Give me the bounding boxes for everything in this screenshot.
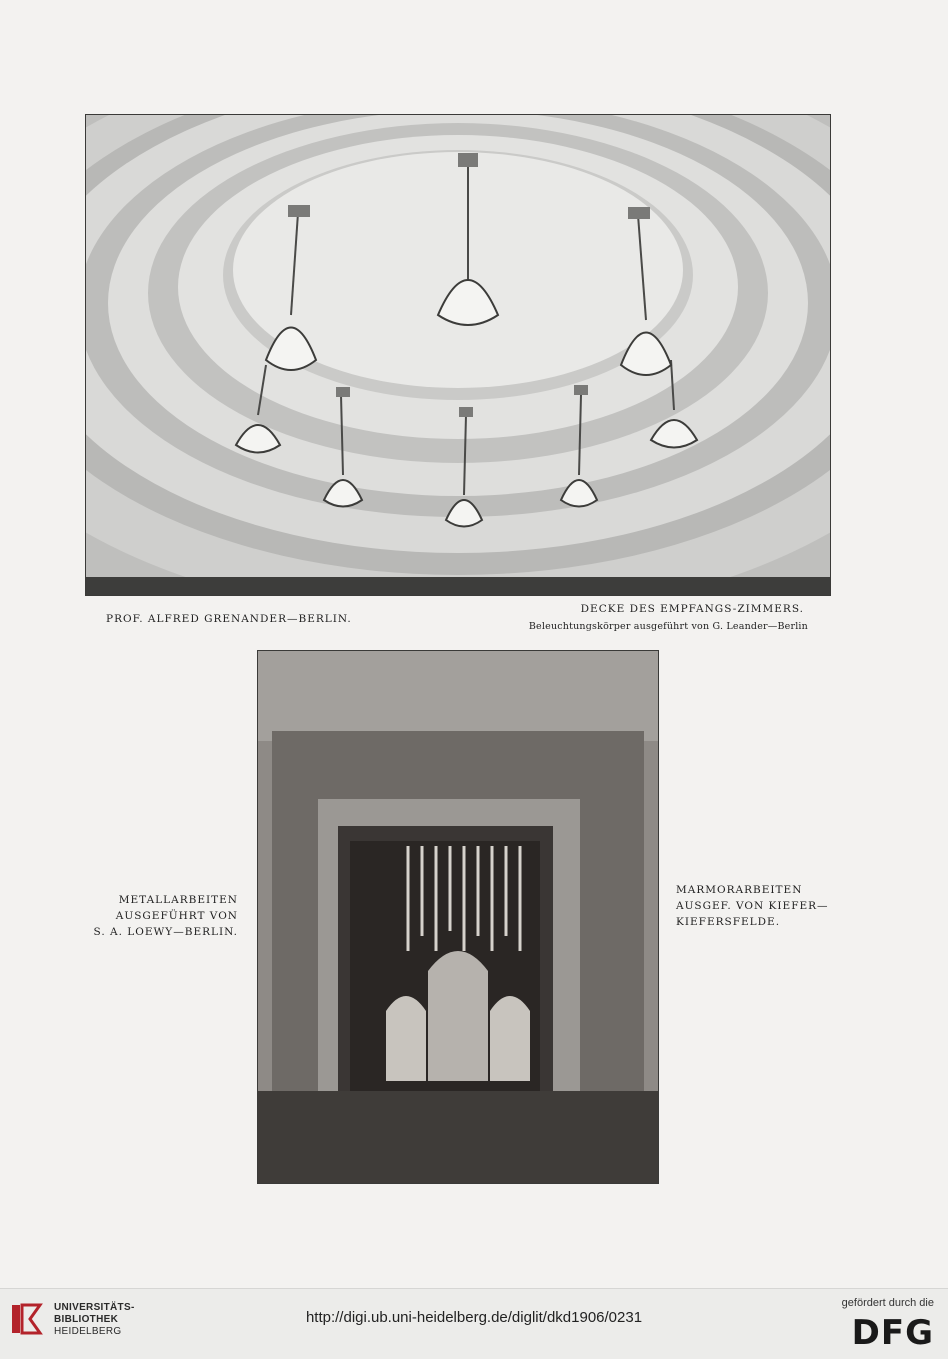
funding-label: gefördert durch die — [841, 1297, 934, 1309]
footer-bar — [0, 1288, 948, 1359]
marble-caption-line3: KIEFERSFELDE. — [676, 916, 781, 928]
ceiling-photo — [85, 114, 831, 596]
ceiling-caption-title: DECKE DES EMPFANGS-ZIMMERS. — [580, 603, 804, 615]
photographer-credit: PROF. ALFRED GRENANDER—BERLIN. — [106, 613, 352, 625]
fireplace-photo — [257, 650, 659, 1184]
fireplace-illustration — [258, 651, 658, 1183]
dfg-logo[interactable]: DFG — [851, 1313, 934, 1353]
library-line3: HEIDELBERG — [54, 1326, 122, 1337]
permalink-url[interactable]: http://digi.ub.uni-heidelberg.de/diglit/dkd1906/0231 — [305, 1309, 643, 1326]
metal-caption-line2: AUSGEFÜHRT VON — [115, 910, 238, 922]
metal-caption-line1: METALLARBEITEN — [118, 894, 238, 906]
library-line2: BIBLIOTHEK — [54, 1314, 119, 1325]
metal-caption-line3: S. A. LOEWY—BERLIN. — [93, 926, 238, 938]
marble-caption-line1: MARMORARBEITEN — [676, 884, 803, 896]
ceiling-caption-subtitle: Beleuchtungskörper ausgeführt von G. Leander—Berlin — [528, 621, 808, 632]
marble-caption-line2: AUSGEF. VON KIEFER— — [676, 900, 829, 912]
ceiling-illustration — [86, 115, 830, 595]
library-line1: UNIVERSITÄTS- — [54, 1302, 135, 1313]
